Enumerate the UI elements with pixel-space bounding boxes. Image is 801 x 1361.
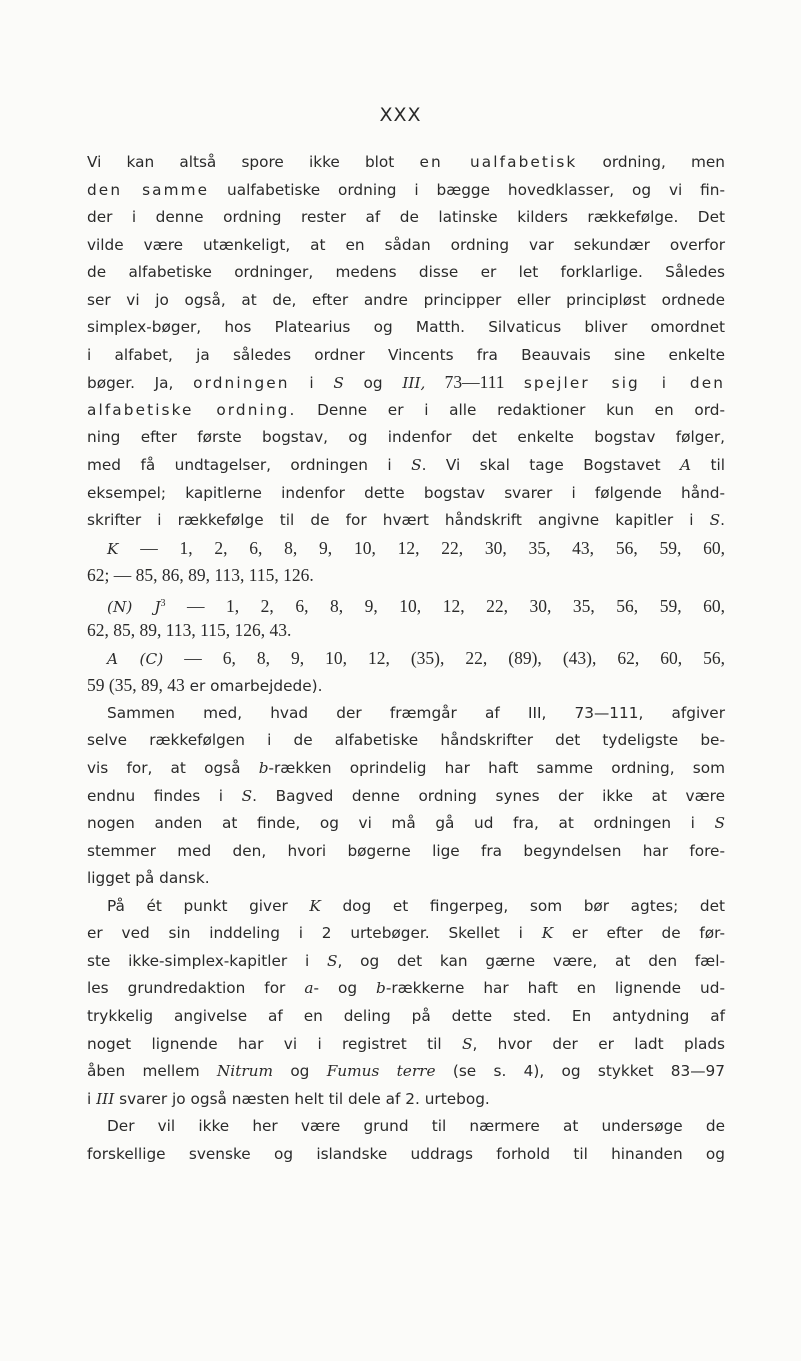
text-line: i alfabet, ja således ordner Vincents fra Beauvais sine enkelte [87, 345, 725, 364]
text-line: alfabetiske ordning. Denne er i alle redaktioner kun en ord- [87, 400, 725, 419]
text-line: ser vi jo også, at de, efter andre principper eller principløst ordnede [87, 290, 725, 309]
text-line: eksempel; kapitlerne indenfor dette bogstav svarer i følgende hånd- [87, 483, 725, 502]
text-line: der i denne ordning rester af de latinske kilders rækkefølge. Det [87, 208, 725, 227]
text-line: bøger. Ja, ordningen i S og III, 73—111 spejler sig i den [87, 372, 725, 393]
text-line: vis for, at også b-rækken oprindelig har haft samme ordning, som [87, 759, 725, 778]
text-line: simplex-bøger, hos Platearius og Matth. Silvaticus bliver omordnet [87, 318, 725, 337]
list-line: K — 1, 2, 6, 8, 9, 10, 12, 22, 30, 35, 43, 56, 59, 60, [107, 537, 725, 558]
text-line: stemmer med den, hvori bøgerne lige fra begyndelsen har fore- [87, 841, 725, 860]
text-line: ste ikke-simplex-kapitler i S, og det kan gærne være, at den fæl- [87, 951, 725, 970]
list-line: 62; — 85, 86, 89, 113, 115, 126. [87, 565, 314, 586]
text-line: trykkelig angivelse af en deling på dette sted. En antydning af [87, 1006, 725, 1025]
text-line: åben mellem Nitrum og Fumus terre (se s. 4), og stykket 83—97 [87, 1062, 725, 1081]
body-text [87, 149, 725, 1168]
text-line: Vi kan altså spore ikke blot en ualfabetisk ordning, men [87, 153, 725, 171]
text-line: endnu findes i S. Bagved denne ordning synes der ikke at være [87, 786, 725, 805]
text-line: les grundredaktion for a- og b-rækkerne har haft en lignende ud- [87, 979, 725, 998]
list-line: 59 (35, 89, 43 er omarbejdede). [87, 675, 323, 696]
text-line: selve rækkefølgen i de alfabetiske håndskrifter det tydeligste be- [87, 731, 725, 750]
text-line: er ved sin inddeling i 2 urtebøger. Skellet i K er efter de før- [87, 924, 725, 943]
text-line: vilde være utænkeligt, at en sådan ordning var sekundær overfor [87, 235, 725, 254]
page-number: XXX [379, 104, 422, 126]
text-line: i III svarer jo også næsten helt til dele af 2. urtebog. [87, 1089, 490, 1108]
text-line: ning efter første bogstav, og indenfor det enkelte bogstav følger, [87, 428, 725, 447]
text-line: de alfabetiske ordninger, medens disse er let forklarlige. Således [87, 263, 725, 282]
text-line: nogen anden at finde, og vi må gå ud fra, at ordningen i S [87, 814, 725, 833]
text-line: den samme ualfabetiske ordning i bægge hovedklasser, og vi fin- [87, 180, 725, 199]
list-line: A (C) — 6, 8, 9, 10, 12, (35), 22, (89), (43), 62, 60, 56, [107, 647, 725, 668]
text-line: forskellige svenske og islandske uddrags forhold til hinanden og [87, 1144, 725, 1163]
text-line: med få undtagelser, ordningen i S. Vi skal tage Bogstavet A til [87, 456, 725, 475]
text-line: noget lignende har vi i registret til S, hvor der er ladt plads [87, 1034, 725, 1053]
text-line: På ét punkt giver K dog et fingerpeg, som bør agtes; det [107, 896, 725, 915]
list-line: (N) $J^3$ — 1, 2, 6, 8, 9, 10, 12, 22, 30, 35, 56, 59, 60, [107, 595, 725, 616]
text-line: Sammen med, hvad der fræmgår af III, 73—111, afgiver [107, 703, 725, 722]
text-line: Der vil ikke her være grund til nærmere at undersøge de [107, 1117, 725, 1136]
list-line: 62, 85, 89, 113, 115, 126, 43. [87, 620, 292, 641]
text-line: ligget på dansk. [87, 869, 210, 888]
text-line: skrifter i rækkefølge til de for hvært håndskrift angivne kapitler i S. [87, 511, 725, 530]
